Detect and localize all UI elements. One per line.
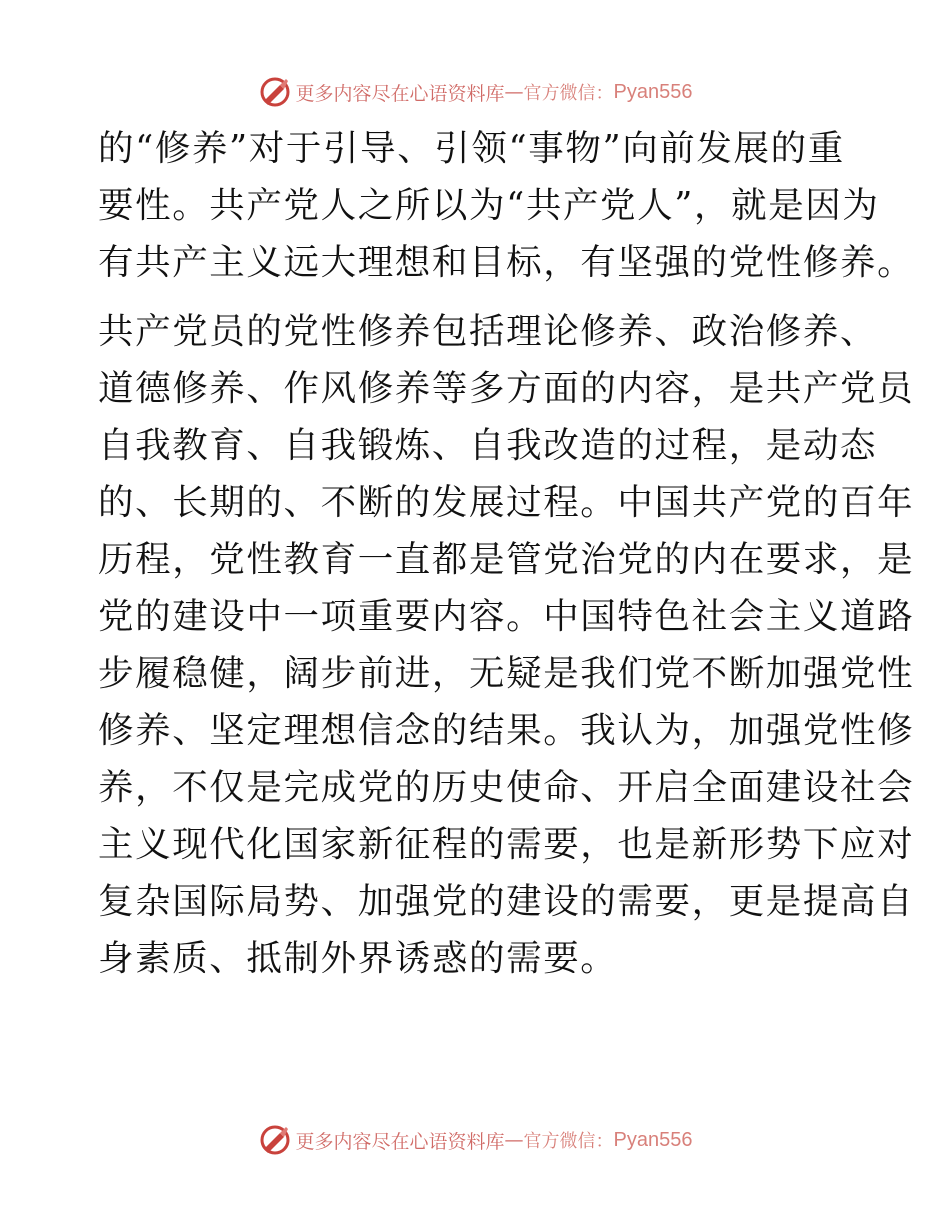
- text-line: 要性。共产党人之所以为“共产党人”，就是因为: [98, 185, 880, 226]
- text-line: 主义现代化国家新征程的需要，也是新形势下应对: [98, 824, 915, 865]
- text-line: 历程，党性教育一直都是管党治党的内在要求，是: [98, 539, 915, 580]
- header-watermark: [0, 72, 950, 112]
- pen-nib-circle-icon: [258, 1123, 292, 1157]
- text-line: 党的建设中一项重要内容。中国特色社会主义道路: [98, 596, 915, 637]
- text-line: 养，不仅是完成党的历史使命、开启全面建设社会: [98, 767, 915, 808]
- pen-nib-circle-icon: [258, 75, 292, 109]
- watermark-wechat-label: 官方微信：: [523, 1131, 614, 1152]
- watermark-site-name: 更多内容尽在心语资料库: [295, 82, 505, 105]
- text-line: 有共产主义远大理想和目标，有坚强的党性修养。: [98, 242, 915, 283]
- text-line: 道德修养、作风修养等多方面的内容，是共产党员: [98, 368, 915, 409]
- watermark-wechat-id: Pyan556: [613, 1128, 693, 1151]
- paragraph-gap: [98, 291, 858, 303]
- text-line: 自我教育、自我锻炼、自我改造的过程，是动态: [98, 425, 878, 466]
- watermark-separator: —: [504, 1129, 524, 1151]
- text-line: 的、长期的、不断的发展过程。中国共产党的百年: [98, 482, 915, 523]
- text-line: 步履稳健，阔步前进，无疑是我们党不断加强党性: [98, 653, 915, 694]
- text-line: 身素质、抵制外界诱惑的需要。: [98, 938, 618, 979]
- text-line: 复杂国际局势、加强党的建设的需要，更是提高自: [98, 881, 915, 922]
- document-body: [98, 120, 915, 987]
- text-line: 的“修养”对于引导、引领“事物”向前发展的重: [98, 128, 845, 169]
- text-line: 修养、坚定理想信念的结果。我认为，加强党性修: [98, 710, 915, 751]
- watermark-wechat-id: Pyan556: [613, 80, 693, 103]
- watermark-site-name: 更多内容尽在心语资料库: [295, 1130, 505, 1153]
- watermark-separator: —: [504, 81, 524, 103]
- text-line: 共产党员的党性修养包括理论修养、政治修养、: [98, 311, 878, 352]
- paragraph-2: [98, 303, 915, 987]
- watermark-wechat-label: 官方微信：: [523, 83, 614, 104]
- footer-watermark: [0, 1120, 950, 1160]
- paragraph-1: [98, 120, 915, 291]
